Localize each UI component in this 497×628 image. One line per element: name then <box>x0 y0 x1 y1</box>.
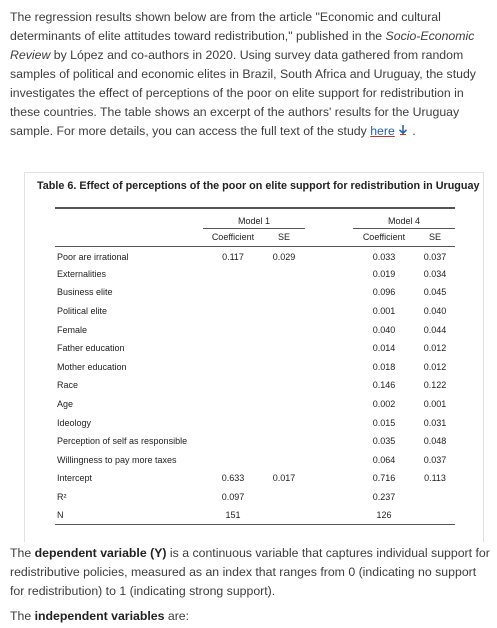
model4-coefficient: 0.018 <box>372 361 396 372</box>
table-caption: Table 6. Effect of perceptions of the poor on elite support for redistribution in Uruguay <box>37 180 480 192</box>
model1-se <box>263 395 305 414</box>
iv-suffix: are: <box>164 609 190 623</box>
model1-se <box>263 488 305 507</box>
model4-coefficient: 0.716 <box>372 473 396 484</box>
table-row <box>55 302 455 321</box>
dv-term: dependent variable (Y) <box>34 546 167 560</box>
variable-name: Poor are irrational <box>57 251 129 262</box>
model1-se <box>263 506 305 525</box>
model1-se <box>263 320 305 339</box>
table-header-columns <box>55 228 455 246</box>
intro-link-suffix: . <box>408 124 416 138</box>
dv-description: is a continuous variable that captures individual support for redistributive policies, measured as an index that ranges from 0 (indicating no support for redistribution) to 1 (indicating strong support). <box>10 546 490 598</box>
intro-text-part1: The regression results shown below are from the article "Economic and cultural determinants of elite attitudes toward redistribution," published in the <box>10 10 441 43</box>
download-arrow-icon[interactable] <box>397 123 409 135</box>
journal-title: Socio-Economic Review <box>10 29 475 62</box>
model1-se <box>263 302 305 321</box>
column-gap <box>305 376 353 395</box>
column-gap <box>305 320 353 339</box>
model4-coefficient: 0.015 <box>372 417 396 428</box>
model1-coefficient <box>203 376 263 395</box>
model1-header: Model 1 <box>203 208 305 228</box>
model1-se <box>263 432 305 451</box>
regression-table-figure <box>24 172 484 542</box>
model4-se: 0.122 <box>423 380 447 391</box>
column-gap <box>305 395 353 414</box>
model1-coefficient <box>203 320 263 339</box>
dependent-variable-paragraph <box>10 544 492 601</box>
full-text-link[interactable]: here <box>370 124 395 138</box>
model4-header: Model 4 <box>353 208 455 228</box>
model4-se: 0.031 <box>423 417 447 428</box>
intro-text-part2: by López and co-authors in 2020. Using survey data gathered from random samples of political and economic elites in Brazil, South Africa and Uruguay, the study investigates the effect of perceptions of the poor on elite support for redistribution in these countries. The table shows an excerpt of the authors' results for the Uruguay sample. For more details, you can access the full text of the study <box>10 48 476 138</box>
model4-se: 0.048 <box>423 436 447 447</box>
table-row <box>55 339 455 358</box>
model1-se <box>263 283 305 302</box>
variable-name: Age <box>57 399 74 410</box>
table-row <box>55 432 455 451</box>
model1-coefficient <box>203 451 263 470</box>
model4-se: 0.044 <box>423 324 447 335</box>
model1-coefficient: 151 <box>203 506 263 525</box>
model4-coef-header: Coefficient <box>353 228 415 246</box>
variable-name: Intercept <box>57 473 93 484</box>
model1-coefficient <box>203 395 263 414</box>
variable-name: N <box>55 506 203 525</box>
model4-se <box>415 488 455 507</box>
variable-name: Willingness to pay more taxes <box>57 454 177 465</box>
column-gap <box>305 451 353 470</box>
table-row <box>55 320 455 339</box>
model1-se <box>263 265 305 284</box>
model4-se-header: SE <box>415 228 455 246</box>
variable-name: Father education <box>57 343 125 354</box>
table-row <box>55 469 455 488</box>
variable-name: R² <box>57 492 67 503</box>
model1-se <box>263 339 305 358</box>
dv-prefix: The <box>10 546 35 560</box>
variable-name: Female <box>57 324 88 335</box>
model4-coefficient: 0.040 <box>372 324 396 335</box>
model1-coefficient: 0.633 <box>221 473 245 484</box>
table-row <box>55 246 455 265</box>
model4-se: 0.034 <box>423 268 447 279</box>
model1-coefficient <box>203 283 263 302</box>
model1-coefficient <box>203 413 263 432</box>
model1-coefficient <box>203 302 263 321</box>
column-gap <box>305 302 353 321</box>
column-gap <box>305 413 353 432</box>
table-row <box>55 413 455 432</box>
model4-coefficient: 0.237 <box>372 492 396 503</box>
model1-se: 0.029 <box>272 251 296 262</box>
model4-coefficient: 0.001 <box>372 306 396 317</box>
variable-name: Political elite <box>57 306 108 317</box>
model1-coefficient <box>203 358 263 377</box>
model4-se: 0.037 <box>423 251 447 262</box>
intro-paragraph <box>10 8 492 141</box>
model4-coefficient: 0.035 <box>372 436 396 447</box>
model4-se: 0.113 <box>424 473 446 484</box>
model1-se <box>263 376 305 395</box>
table-row <box>55 506 455 525</box>
explanation-section <box>10 544 492 628</box>
model4-se: 0.037 <box>423 454 447 465</box>
table-row <box>55 265 455 284</box>
table-row <box>55 358 455 377</box>
model4-se: 0.001 <box>423 399 447 410</box>
model4-se <box>415 506 455 525</box>
model1-coefficient <box>203 432 263 451</box>
column-gap <box>305 265 353 284</box>
column-gap <box>305 506 353 525</box>
model4-coefficient: 0.064 <box>372 454 396 465</box>
model1-coefficient: 0.097 <box>221 492 245 503</box>
variable-name: Race <box>57 380 79 391</box>
column-gap <box>305 488 353 507</box>
column-gap <box>305 339 353 358</box>
column-gap <box>305 358 353 377</box>
model4-coefficient: 0.019 <box>372 268 396 279</box>
variable-name: Externalities <box>57 268 107 279</box>
model1-se: 0.017 <box>272 473 296 484</box>
variable-name: Ideology <box>57 417 92 428</box>
iv-term: independent variables <box>34 609 165 623</box>
table-row <box>55 451 455 470</box>
model4-coefficient: 126 <box>353 506 415 525</box>
model1-coefficient: 0.117 <box>222 251 244 262</box>
model1-se <box>263 451 305 470</box>
column-gap <box>305 246 353 265</box>
variable-name: Perception of self as responsible <box>57 436 188 447</box>
column-gap <box>305 283 353 302</box>
model4-coefficient: 0.002 <box>372 399 396 410</box>
variable-name: Mother education <box>57 361 127 372</box>
model4-coefficient: 0.146 <box>372 380 396 391</box>
table-body <box>55 246 455 525</box>
model4-coefficient: 0.014 <box>372 343 396 354</box>
model4-se: 0.012 <box>423 361 447 372</box>
model1-se <box>263 358 305 377</box>
table-row <box>55 376 455 395</box>
table-row <box>55 488 455 507</box>
variable-name: Business elite <box>57 287 113 298</box>
column-gap <box>305 469 353 488</box>
model1-se-header: SE <box>263 228 305 246</box>
model1-coef-header: Coefficient <box>203 228 263 246</box>
model4-coefficient: 0.096 <box>372 287 396 298</box>
model1-coefficient <box>203 265 263 284</box>
independent-variables-paragraph <box>10 607 492 626</box>
regression-table-wrapper <box>55 207 455 525</box>
column-gap <box>305 432 353 451</box>
table-header-models <box>55 208 455 228</box>
model1-se <box>263 413 305 432</box>
model4-se: 0.012 <box>423 343 447 354</box>
regression-table <box>55 207 455 525</box>
model4-coefficient: 0.033 <box>372 251 396 262</box>
table-row <box>55 395 455 414</box>
iv-prefix: The <box>10 609 35 623</box>
model1-coefficient <box>203 339 263 358</box>
table-row <box>55 283 455 302</box>
model4-se: 0.045 <box>423 287 447 298</box>
model4-se: 0.040 <box>423 306 447 317</box>
